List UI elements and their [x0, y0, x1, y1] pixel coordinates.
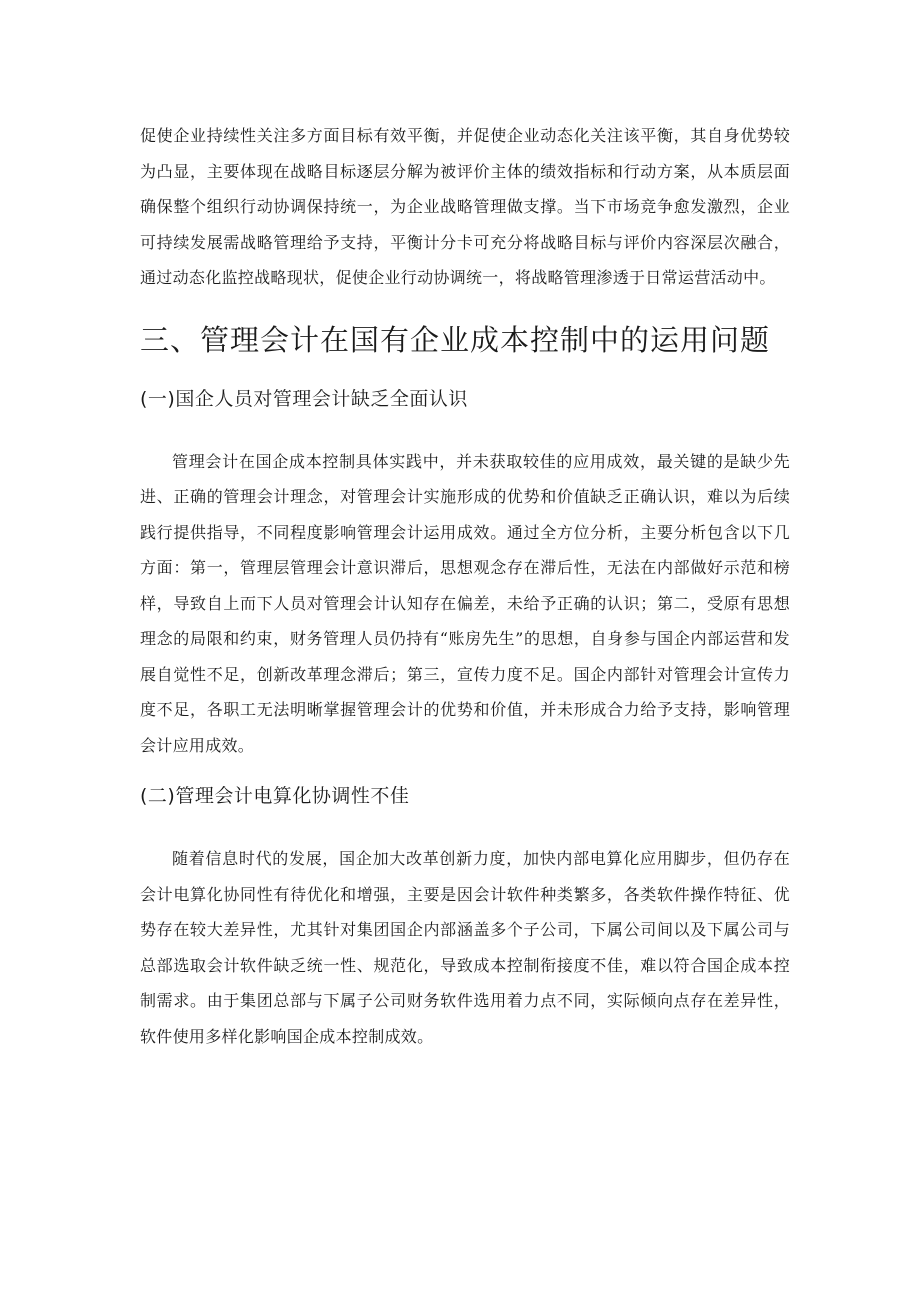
subsection-heading-1: (一)国企人员对管理会计缺乏全面认识 — [140, 387, 468, 410]
paragraph-awareness: 管理会计在国企成本控制具体实践中，并未获取较佳的应用成效，最关键的是缺少先进、正确的管理会计理念，对管理会计实施形成的优势和价值缺乏正确认识，难以为后续践行提供指导，不同程度影响管理会计运用成效。通过全方位分析，主要分析包含以下几方面：第一，管理层管理会计意识滞后，思想观念存在滞后性，无法在内部做好示范和榜样，导致自上而下人员对管理会计认知存在偏差，未给予正确的认识；第二，受原有思想理念的局限和约束，财务管理人员仍持有“账房先生”的思想，自身参与国企内部运营和发展自觉性不足，创新改革理念滞后；第三，宣传力度不足。国企内部针对管理会计宣传力度不足，各职工无法明晰掌握管理会计的优势和价值，并未形成合力给予支持，影响管理会计应用成效。 — [140, 451, 790, 755]
paragraph-computerization: 随着信息时代的发展，国企加大改革创新力度，加快内部电算化应用脚步，但仍存在会计电算化协同性有待优化和增强，主要是因会计软件种类繁多，各类软件操作特征、优势存在较大差异性，尤其针对集团国企内部涵盖多个子公司，下属公司间以及下属公司与总部选取会计软件缺乏统一性、规范化，导致成本控制衔接度不佳，难以符合国企成本控制需求。由于集团总部与下属子公司财务软件选用着力点不同，实际倾向点存在差异性，软件使用多样化影响国企成本控制成效。 — [140, 849, 790, 1046]
subsection-heading-2: (二)管理会计电算化协调性不佳 — [140, 785, 410, 807]
section-heading: 三、管理会计在国有企业成本控制中的运用问题 — [140, 322, 771, 357]
document-body — [140, 118, 790, 1054]
paragraph-continued: 促使企业持续性关注多方面目标有效平衡，并促使企业动态化关注该平衡，其自身优势较为凸显，主要体现在战略目标逐层分解为被评价主体的绩效指标和行动方案，从本质层面确保整个组织行动协调保持统一，为企业战略管理做支撑。当下市场竞争愈发激烈，企业可持续发展需战略管理给予支持，平衡计分卡可充分将战略目标与评价内容深层次融合，通过动态化监控战略现状，促使企业行动协调统一，将战略管理渗透于日常运营活动中。 — [140, 126, 790, 287]
